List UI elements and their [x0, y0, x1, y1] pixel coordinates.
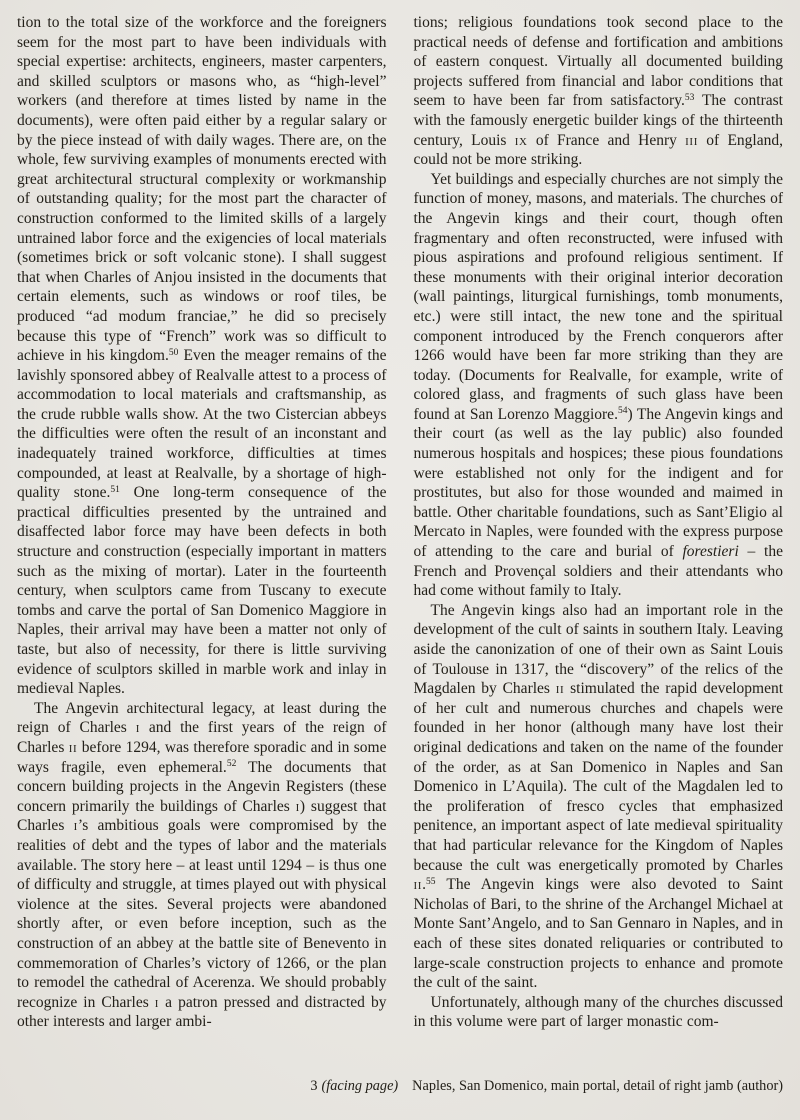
text-run: – the French and Provençal soldiers and their attendants who had come without family to Italy.: [413, 543, 783, 600]
text-run: The Angevin architectural legacy, at least during the reign of Charles: [17, 699, 387, 737]
text-run: ix: [514, 131, 528, 149]
text-run: i: [73, 817, 78, 835]
text-run: of France and Henry: [527, 131, 686, 149]
text-run: Even the meager remains of the lavishly sponsored abbey of Realvalle attest to a process of accommodation to local materials and craftsmanship, as the crude rubble walls show. At the two Cistercian abbeys the difficulties were often the result of an inconstant and inadequately trained workforce, difficulties at times compounded, at least at Realvalle, by a shortage of high-quality stone.: [17, 347, 387, 502]
caption-text: Naples, San Domenico, main portal, detail of right jamb (author): [412, 1078, 783, 1094]
text-run: The contrast with the famously energetic builder kings of the thirteenth century, Louis: [413, 92, 783, 149]
text-run: One long-term consequence of the practical difficulties presented by the untrained and disaffected labor force may have been defects in both structure and construction (especially important in matters such as the mixing of mortar). Later in the fourteenth century, when sculptors came from Tuscany to execute tombs and carve the portal of San Domenico Maggiore in Naples, their arrival may have been a matter not only of taste, but also of necessity, for there is little surviving evidence of sculptors skilled in marble work and inlay in medieval Naples.: [17, 484, 387, 698]
caption-figure-number: 3: [310, 1078, 318, 1094]
paragraph: [414, 993, 784, 1032]
text-run: ii: [413, 876, 423, 894]
paragraph: [17, 13, 387, 699]
text-run: a patron pressed and distracted by other interests and larger ambi-: [17, 993, 387, 1031]
text-run: and the first years of the reign of Charles: [17, 719, 387, 756]
text-run: .: [422, 876, 426, 894]
text-run: tion to the total size of the workforce and the foreigners seem for the most part to have been individuals with special expertise: architects, engineers, master carpenters, and skilled sculptors or masons who, as “high-level” workers (and therefore at times listed by name in the documents), were often paid either by a regular salary or by the piece instead of with daily wages. There are, on the whole, few surviving examples of monuments erected with great architectural structural complexity or workmanship of outstanding quality; for the most part the character of construction conformed to the limited skills of a largely untrained labor force and the exigencies of local materials (sometimes brick or soft volcanic stone). I shall suggest that when Charles of Anjou insisted in the documents that certain elements, such as windows or roof tiles, be produced “ad modum franciae,” he did so precisely because this type of “French” work was so difficult to achieve in his kingdom.: [17, 14, 387, 365]
left-column: [17, 13, 387, 1032]
text-run: i: [135, 719, 140, 737]
footnote-reference: 53: [684, 92, 695, 103]
figure-caption: [310, 1077, 783, 1095]
text-run: of England, could not be more striking.: [413, 131, 783, 169]
text-run: i: [154, 993, 160, 1011]
text-run: forestieri: [682, 543, 739, 561]
paragraph: [17, 699, 387, 1032]
text-run: Yet buildings and especially churches are not simply the function of money, masons, and materials. The churches of the Angevin kings and their court, though often fragmentary and often reconstructed, were infused with pious aspirations and profound religious sentiment. If these monuments with their original interior decoration (wall paintings, liturgical furnishings, tomb monuments, etc.) were still intact, the new tone and the spiritual component introduced by the French conquerors after 1266 would have been far more striking than they are today. (Documents for Realvalle, for example, write of colored glass, and fragments of such glass have been found at San Lorenzo Maggiore.: [413, 170, 783, 423]
footnote-reference: 51: [110, 484, 120, 495]
text-run: iii: [685, 131, 698, 149]
paragraph: [414, 13, 784, 170]
footnote-reference: 55: [425, 876, 436, 887]
text-columns: [17, 13, 783, 1032]
text-run: ) suggest that Charles: [17, 797, 387, 835]
text-run: stimulated the rapid development of her cult and numerous churches and chapels were founded in her honor (although many have lost their original dedications and taken on the name of the founder of the order, as at San Domenico in Naples and San Domenico in L’Aquila). The cult of the Magdalen led to the proliferation of fresco cycles that emphasized penitence, an important aspect of late medieval spirituality that had particular relevance for the Kingdom of Naples because the cult was energetically promoted by Charles: [413, 680, 783, 874]
paragraph: [414, 601, 784, 993]
footnote-reference: 50: [168, 347, 179, 358]
text-run: ii: [68, 738, 78, 756]
text-run: ) The Angevin kings and their court (as well as the lay public) also founded numerous hospitals and hospices; these pious foundations were established not only for the indigent and for prostitutes, but also for those wounded and maimed in battle. Other charitable foundations, such as Sant’Eligio al Mercato in Naples, were founded with the express purpose of attending to the care and burial of: [413, 405, 783, 561]
text-run: The Angevin kings also had an important role in the development of the cult of saints in southern Italy. Leaving aside the canonization of one of their own as Saint Louis of Toulouse in 1317, the “discovery” of the relics of the Magdalen by Charles: [413, 601, 783, 698]
footnote-reference: 54: [617, 406, 628, 417]
right-column: [414, 13, 784, 1032]
text-run: The documents that concern building projects in the Angevin Registers (these concern primarily the buildings of Charles: [17, 758, 387, 815]
text-run: tions; religious foundations took second place to the practical needs of defense and fortification and ambitions of eastern conquest. Virtually all documented building projects suffered from financial and labor conditions that seem to have been far from satisfactory.: [413, 14, 783, 110]
paragraph: [414, 170, 784, 601]
text-run: The Angevin kings were also devoted to Saint Nicholas of Bari, to the shrine of the Archangel Michael at Monte Sant’Angelo, and to San Gennaro in Naples, and in each of these sites donated reliquaries or contributed to large-scale construction projects to enhance and promote the cult of the saint.: [413, 876, 783, 992]
footnote-reference: 52: [226, 759, 237, 770]
text-run: Unfortunately, although many of the churches discussed in this volume were part of larger monastic com-: [413, 993, 783, 1031]
text-run: ’s ambitious goals were compromised by the realities of debt and the types of labor and the materials available. The story here – at least until 1294 – is thus one of difficulty and struggle, at times played out with physical violence at the sites. Several projects were abandoned shortly after, or even before inception, such as the construction of an abbey at the battle site of Benevento in commemoration of Charles’s victory of 1266, or the plan to remodel the cathedral of Acerenza. We should probably recognize in Charles: [17, 817, 387, 1011]
caption-facing-page-label: (facing page): [321, 1078, 399, 1094]
text-run: ii: [555, 680, 565, 698]
text-run: i: [295, 797, 300, 815]
text-run: before 1294, was therefore sporadic and in some ways fragile, even ephemeral.: [17, 738, 387, 776]
